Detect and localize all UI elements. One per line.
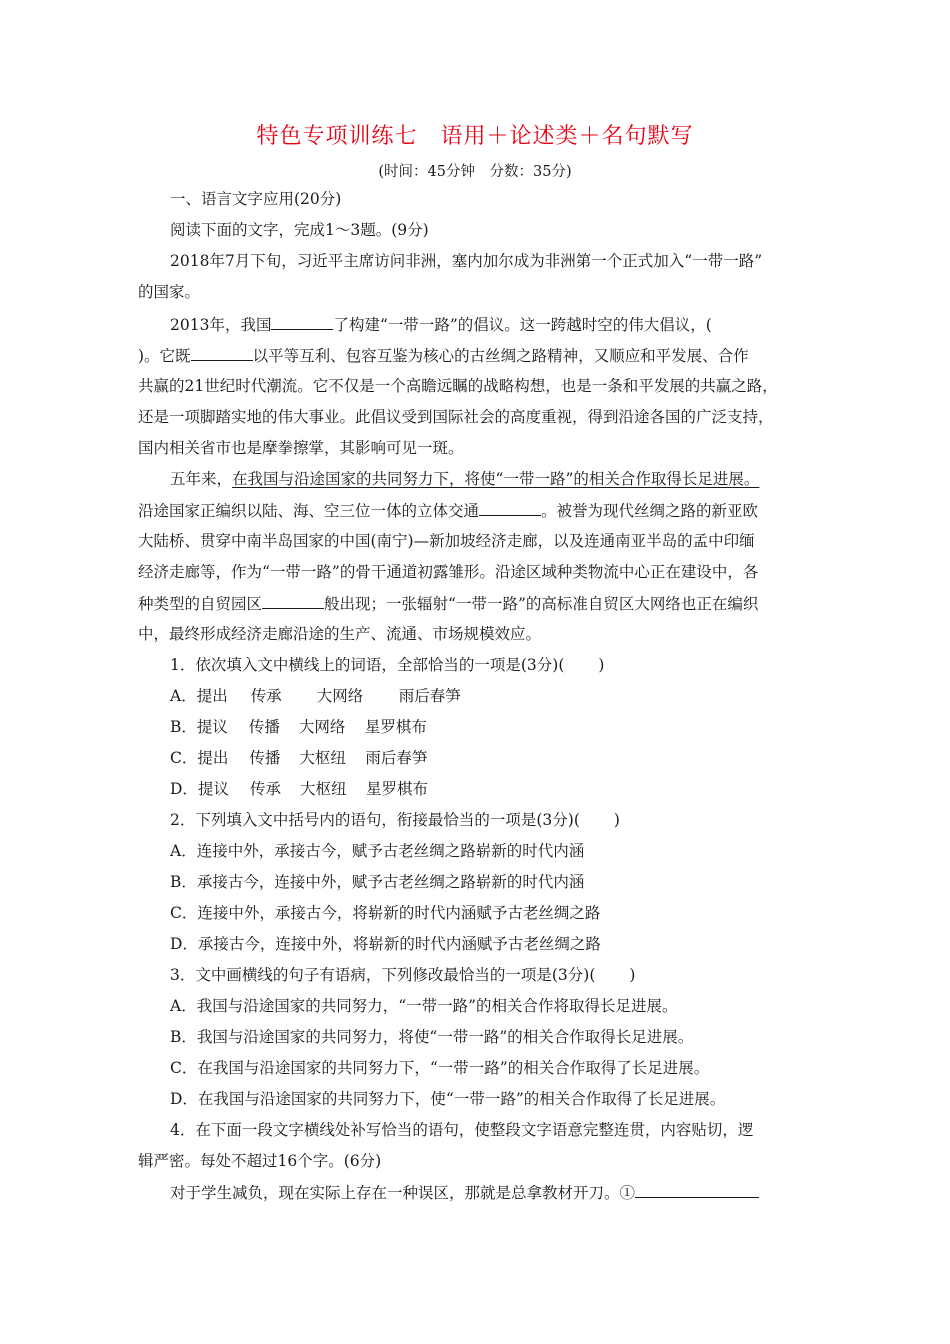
question-2-stem <box>170 810 620 830</box>
option-word: 雨后春笋 <box>365 749 428 767</box>
option-word: 传承 <box>249 780 281 798</box>
option-letter: B． <box>170 718 197 736</box>
question-4-line3 <box>170 1182 759 1203</box>
question-1-option-b <box>170 717 427 737</box>
option-word: 大枢纽 <box>299 749 346 767</box>
passage-p2-line1 <box>170 314 712 335</box>
question-text: ) <box>613 811 620 829</box>
option-word: 提出 <box>197 749 229 767</box>
passage-p3-line6: 中，最终形成经济走廊沿途的生产、流通、市场规模效应。 <box>138 625 542 643</box>
question-3-option-c: C．在我国与沿途国家的共同努力下，“一带一路”的相关合作取得了长足进展。 <box>170 1059 710 1077</box>
passage-p2-line5: 国内相关省市也是摩拳擦掌，其影响可见一斑。 <box>138 439 464 457</box>
option-letter: D． <box>170 780 198 798</box>
fill-blank-3 <box>479 500 541 516</box>
passage-text: 般出现；一张辐射“一带一路”的高标准自贸区大网络也正在编织 <box>324 595 759 613</box>
option-word: 传承 <box>250 687 282 705</box>
option-word: 雨后春笋 <box>398 687 461 705</box>
passage-text: 五年来， <box>170 470 233 488</box>
question-text: 对于学生减负，现在实际上存在一种误区，那就是总拿教材开刀。① <box>170 1184 636 1202</box>
passage-p1-line2: 的国家。 <box>138 283 201 301</box>
option-word: 星罗棋布 <box>365 780 428 798</box>
page-title: 特色专项训练七 语用＋论述类＋名句默写 <box>256 124 694 149</box>
question-4-line2: 辑严密。每处不超过16个字。(6分) <box>138 1152 382 1170</box>
option-letter: C． <box>170 749 198 767</box>
passage-p3-line1 <box>170 469 759 489</box>
question-text: 3．文中画横线的句子有语病，下列修改最恰当的一项是(3分)( <box>170 966 596 984</box>
passage-p2-line2 <box>138 345 749 366</box>
option-word: 星罗棋布 <box>364 718 427 736</box>
answer-blank-1[interactable] <box>635 1182 759 1198</box>
option-word: 大网络 <box>316 687 364 705</box>
question-text: ) <box>629 966 636 984</box>
passage-text: 种类型的自贸园区 <box>138 595 263 613</box>
option-word: 大网络 <box>298 718 346 736</box>
question-text: 2．下列填入文中括号内的语句，衔接最恰当的一项是(3分)( <box>170 811 580 829</box>
passage-p3-line2 <box>138 500 758 521</box>
passage-p1-line1: 2018年7月下旬，习近平主席访问非洲，塞内加尔成为非洲第一个正式加入“一带一路” <box>170 252 763 270</box>
passage-text: 。被誉为现代丝绸之路的新亚欧 <box>541 502 759 520</box>
passage-text: 了构建“一带一路”的倡议。这一跨越时空的伟大倡议，( <box>333 316 712 334</box>
reading-instruction: 阅读下面的文字，完成1～3题。(9分) <box>170 221 429 239</box>
passage-p3-line5 <box>138 593 758 614</box>
question-text: 1．依次填入文中横线上的词语，全部恰当的一项是(3分)( <box>170 656 565 674</box>
option-word: 提议 <box>197 780 229 798</box>
time-score-info: (时间：45分钟 分数：35分) <box>378 164 572 180</box>
question-1-option-d <box>170 779 428 799</box>
question-text: ) <box>598 656 605 674</box>
underlined-sentence: 在我国与沿途国家的共同努力下，将使“一带一路”的相关合作取得长足进展。 <box>232 470 760 488</box>
question-2-option-d: D．承接古今，连接中外，将崭新的时代内涵赋予古老丝绸之路 <box>170 935 601 953</box>
question-2-option-c: C．连接中外，承接古今，将崭新的时代内涵赋予古老丝绸之路 <box>170 904 601 922</box>
question-3-option-b: B．我国与沿途国家的共同努力，将使“一带一路”的相关合作取得长足进展。 <box>170 1028 694 1046</box>
question-3-option-d: D．在我国与沿途国家的共同努力下，使“一带一路”的相关合作取得了长足进展。 <box>170 1090 726 1108</box>
passage-p3-line4: 经济走廊等，作为“一带一路”的骨干通道初露雏形。沿途区域种类物流中心正在建设中，各 <box>138 563 759 581</box>
option-word: 提议 <box>196 718 228 736</box>
passage-p2-line4: 还是一项脚踏实地的伟大事业。此倡议受到国际社会的高度重视，得到沿途各国的广泛支持， <box>138 408 774 426</box>
question-4-line1: 4．在下面一段文字横线处补写恰当的语句，使整段文字语意完整连贯，内容贴切，逻 <box>170 1121 754 1139</box>
option-word: 传播 <box>248 718 280 736</box>
fill-blank-2 <box>191 345 253 361</box>
option-letter: A． <box>170 687 197 705</box>
question-2-option-b: B．承接古今，连接中外，赋予古老丝绸之路崭新的时代内涵 <box>170 873 585 891</box>
passage-text: )。它既 <box>138 347 191 365</box>
passage-p3-line3: 大陆桥、贯穿中南半岛国家的中国(南宁)—新加坡经济走廊，以及连通南亚半岛的孟中印缅 <box>138 532 755 550</box>
question-3-stem <box>170 965 635 985</box>
fill-blank-1 <box>271 314 333 330</box>
passage-p2-line3: 共赢的21世纪时代潮流。它不仅是一个高瞻远瞩的战略构想，也是一条和平发展的共赢之路， <box>138 377 778 395</box>
question-2-option-a: A．连接中外，承接古今，赋予古老丝绸之路崭新的时代内涵 <box>170 842 585 860</box>
passage-text: 2013年，我国 <box>170 316 272 334</box>
question-1-option-c <box>170 748 427 768</box>
option-word: 大枢纽 <box>299 780 347 798</box>
question-3-option-a: A．我国与沿途国家的共同努力，“一带一路”的相关合作将取得长足进展。 <box>170 997 678 1015</box>
question-1-option-a <box>170 686 461 706</box>
option-word: 传播 <box>249 749 281 767</box>
option-word: 提出 <box>196 687 228 705</box>
passage-text: 沿途国家正编织以陆、海、空三位一体的立体交通 <box>138 502 480 520</box>
fill-blank-4 <box>262 593 324 609</box>
question-1-stem <box>170 655 604 675</box>
section-heading: 一、语言文字应用(20分) <box>170 190 342 208</box>
passage-text: 以平等互利、包容互鉴为核心的古丝绸之路精神，又顺应和平发展、合作 <box>252 347 749 365</box>
